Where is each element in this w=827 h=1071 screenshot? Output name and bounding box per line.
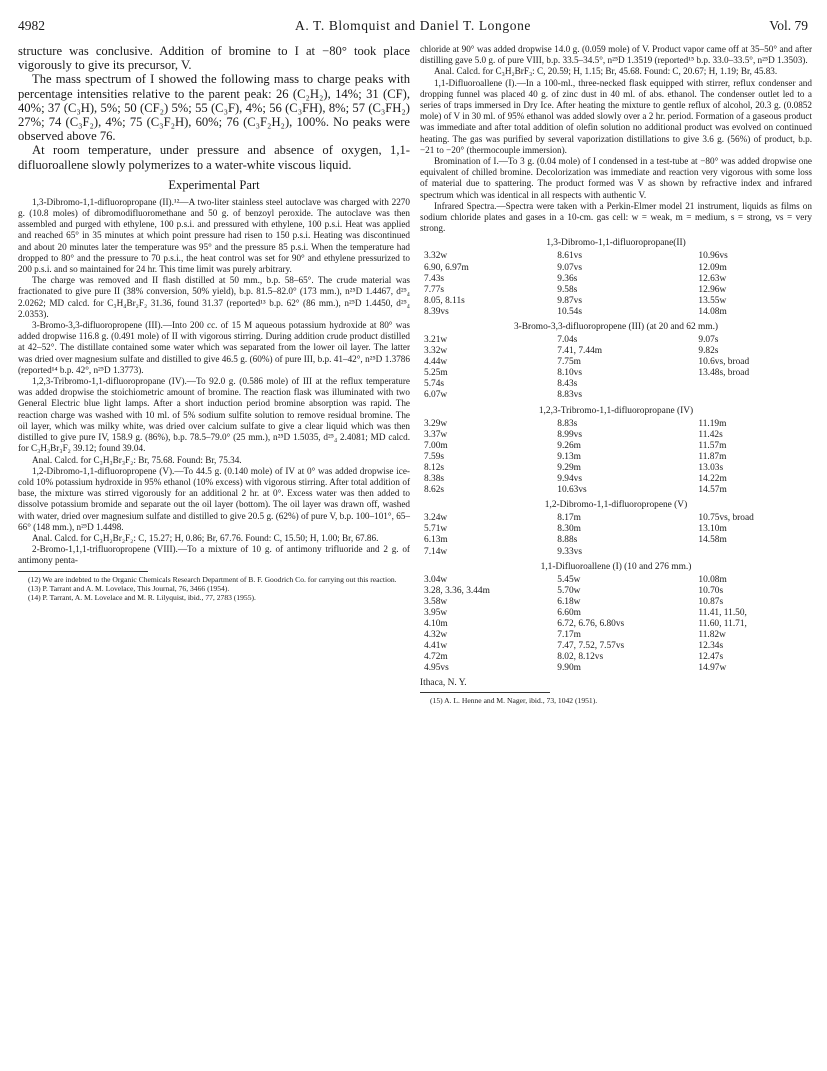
table-row [420,663,812,674]
table-row [420,535,812,546]
table-row [420,641,812,652]
absorption-band-cell: 7.59s [424,451,445,462]
table-row [420,485,812,496]
absorption-band-cell: 6.72, 6.76, 6.80vs [557,618,625,629]
experimental-paragraph: The charge was removed and II flash distilled at 50 mm., b.p. 58–65°. The crude material was fractionated to give pure II (38% conversion, 50% yield), b.p. 81.5–82.0° (173 mm.), n²⁵D 1.4467, d²⁵₄ 2.0262; MD calcd. for C₃H₄Br₂F₂ 31.36, found 31.37 (reported¹³ b.p. 62° (86 mm.), n²⁵D 1.4450, d²⁵₄ 2.0353). [18,275,410,319]
running-title: A. T. Blomquist and Daniel T. Longone [294,18,532,33]
absorption-band-cell: 3.95w [424,607,448,618]
absorption-band-cell: 14.08m [698,306,727,317]
absorption-band-cell: 10.54s [557,306,583,317]
absorption-band-cell: 8.83s [557,418,578,429]
absorption-band-cell: 13.03s [698,462,724,473]
absorption-band-cell: 14.58m [698,535,727,546]
absorption-band-cell: 3.32w [424,346,448,357]
absorption-band-cell: 8.10vs [557,368,583,379]
page-number: 4982 [18,18,45,33]
body-paragraph: The mass spectrum of I showed the following mass to charge peaks with percentage intensities relative to the parent peak: 26 (C₂H₂), 14%; 31 (CF), 40%; 37 (C₃H), 5%; 50 (CF₂) 5%; 55 (C₃F), 4%; 56 (C₃FH), 8%; 57 (C₃FH₂) 27%; 74 (C₃F₂), 4%; 75 (C₃F₂H), 60%; 76 (C₃F₂H₂), 100%. No peaks were observed above 76. [18,72,410,144]
table-row [420,597,812,608]
experimental-paragraph: Anal. Calcd. for C₃H₂BrF₃: C, 20.59; H, 1.15; Br, 45.68. Found: C, 20.67; H, 1.19; Br, 45.83. [434,66,778,77]
absorption-band-cell: 9.36s [557,273,578,284]
absorption-band-cell: 12.96w [698,284,727,295]
absorption-band-cell: 10.08m [698,574,727,585]
absorption-band-cell: 7.47, 7.52, 7.57vs [557,641,625,652]
experimental-paragraph: Bromination of I.—To 3 g. (0.04 mole) of I condensed in a test-tube at −80° was added dropwise one equivalent of chilled bromine. Decolorization was immediate and reaction very vigorous with some loss of material due to spattering. The product formed was V as shown by refractive index and infrared spectrum which was identical in all respects with authentic V. [420,156,812,200]
absorption-band-cell: 13.48s, broad [698,368,750,379]
absorption-band-cell: 3.58w [424,596,448,607]
spectrum-table [420,335,812,402]
absorption-band-cell: 14.57m [698,485,727,496]
spectrum-table [420,575,812,675]
experimental-paragraph: 1,1-Difluoroallene (I).—In a 100-ml., three-necked flask equipped with stirrer, reflux condenser and dropping funnel was placed 40 g. of zinc dust in 40 ml. of abs. ethanol. The condenser outlet led to a series of traps immersed in Dry Ice. After heating the mixture to gentle reflux of alcohol, 20.3 g. (0.0852 mole) of V in 30 ml. of 95% ethanol was added slowly over a 2 hr. period. Formation of a gaseous product was immediate and after total addition of olefin solution no additional product was evolved on continued heating. The gas was purified by several vaporization distillations to give 3.6 g. (56%) of product, b.p. −21 to −20° (thermocouple immersion). [420,77,812,155]
absorption-band-cell: 9.33vs [557,546,583,557]
absorption-band-cell: 3.37w [424,429,448,440]
absorption-band-cell: 6.60m [557,607,581,618]
absorption-band-cell [694,547,812,558]
footnote: (14) P. Tarrant, A. M. Lovelace and M. R. Lilyquist, ibid., 77, 2783 (1955). [28,593,256,603]
absorption-band-cell: 12.09m [698,262,727,273]
absorption-band-cell: 8.43s [557,379,578,390]
absorption-band-cell: 5.74s [424,379,445,390]
section-heading: Experimental Part [168,177,260,192]
absorption-band-cell: 13.10m [698,524,727,535]
experimental-paragraph: 1,2-Dibromo-1,1-difluoropropene (V).—To 44.5 g. (0.140 mole) of IV at 0° was added dropwise ice-cold 10% potassium hydroxide in 95% ethanol (10% excess) with vigorous stirring. After total addition of base, the mixture was stirred vigorously for an additional 2 hr. at 0°. Excess water was then added to dissolve potassium bromide and separate out the oil layer (bottom). The oil layer was drawn off, washed with water, dried over magnesium sulfate and distilled to give 20.5 g. (62%) of pure V, b.p. 100–101°, 65–66° (148 mm.), n²⁵D 1.4498. [18,465,410,532]
absorption-band-cell: 14.97w [698,663,727,674]
absorption-band-cell: 6.07w [424,390,448,401]
spectrum-table [420,513,812,557]
absorption-band-cell: 8.88s [557,535,578,546]
absorption-band-cell: 8.39vs [424,306,449,317]
table-row [420,307,812,318]
absorption-band-cell: 8.17m [557,513,581,524]
absorption-band-cell: 3.32w [424,251,448,262]
table-row [420,263,812,274]
table-row [420,463,812,474]
absorption-band-cell: 8.83vs [557,390,583,401]
footnote-divider [18,571,148,572]
absorption-band-cell: 3.28, 3.36, 3.44m [424,585,490,596]
spectrum-table-title: 1,1-Difluoroallene (I) (10 and 276 mm.) [540,561,692,572]
location-signature: Ithaca, N. Y. [420,678,467,689]
table-row [420,357,812,368]
absorption-band-cell: 4.95vs [424,663,449,674]
absorption-band-cell: 13.55w [698,295,727,306]
spectrum-table [420,419,812,497]
absorption-band-cell: 6.90, 6.97m [424,262,469,273]
experimental-paragraph: Anal. Calcd. for C₃H₃Br₃F₂: Br, 75.68. Found: Br, 75.34. [32,454,242,465]
table-row [420,474,812,485]
absorption-band-cell: 5.45w [557,574,581,585]
absorption-band-cell: 12.47s [698,652,724,663]
table-row [420,547,812,558]
absorption-band-cell: 9.26m [557,440,581,451]
volume-label: Vol. 79 [769,18,808,33]
absorption-band-cell: 9.58s [557,284,578,295]
right-column [420,44,812,706]
absorption-band-cell: 3.29w [424,418,448,429]
absorption-band-cell: 11.41, 11.50, [698,607,747,618]
absorption-band-cell: 10.87s [698,596,724,607]
footnote: (12) We are indebted to the Organic Chemicals Research Department of B. F. Goodrich Co. for carrying out this reaction. [28,574,397,584]
absorption-band-cell: 7.41, 7.44m [557,346,603,357]
table-row [420,575,812,586]
absorption-band-cell: 9.13m [557,451,581,462]
table-row [420,379,812,390]
absorption-band-cell: 7.77s [424,284,445,295]
absorption-band-cell: 8.05, 8.11s [424,295,465,306]
absorption-band-cell: 4.32w [424,630,448,641]
absorption-band-cell: 4.44w [424,357,448,368]
table-row [420,452,812,463]
absorption-band-cell: 7.17m [557,630,581,641]
absorption-band-cell: 8.30m [557,524,581,535]
absorption-band-cell: 4.10m [424,618,448,629]
table-row [420,285,812,296]
absorption-band-cell: 10.96vs [698,251,728,262]
body-paragraph: At room temperature, under pressure and absence of oxygen, 1,1-difluoroallene slowly polymerizes to a water-white viscous liquid. [18,143,410,172]
running-header [18,18,808,36]
spectrum-table-title: 1,2-Dibromo-1,1-difluoropropene (V) [544,500,688,511]
absorption-band-cell: 7.43s [424,273,445,284]
absorption-band-cell: 8.38s [424,474,445,485]
spectrum-table [420,251,812,318]
absorption-band-cell: 9.87vs [557,295,583,306]
absorption-band-cell: 3.04w [424,574,448,585]
absorption-band-cell: 10.70s [698,585,724,596]
absorption-band-cell: 5.70w [557,585,581,596]
table-row [420,630,812,641]
absorption-band-cell: 7.75m [557,357,581,368]
absorption-band-cell: 9.90m [557,663,581,674]
absorption-band-cell: 11.87m [698,451,727,462]
absorption-band-cell: 7.04s [557,335,578,346]
absorption-band-cell: 11.60, 11.71, [698,618,747,629]
absorption-band-cell: 8.12s [424,462,445,473]
table-row [420,608,812,619]
spectrum-table-title: 1,2,3-Tribromo-1,1-difluoropropane (IV) [538,405,694,416]
table-row [420,390,812,401]
absorption-band-cell: 11.19m [698,418,727,429]
table-row [420,586,812,597]
absorption-band-cell: 3.24w [424,513,448,524]
experimental-paragraph: 2-Bromo-1,1,1-trifluoropropene (VIII).—To a mixture of 10 g. of antimony trifluoride and 2 g. of antimony penta- [18,544,410,566]
absorption-band-cell: 9.94vs [557,474,583,485]
experimental-paragraph: 3-Bromo-3,3-difluoropropene (III).—Into 200 cc. of 15 M aqueous potassium hydroxide at 80° was added dropwise 116.8 g. (0.491 mole) of II with vigorous stirring. During addition crude product distilled at 42–52°. The distillate contained some water which was separated from the lower oil layer. The latter was dried over magnesium sulfate and distilled to give 46.5 g. (60%) of pure III, b.p. 41–42°, n²⁵D 1.3786 (reported¹⁴ b.p. 42°, n²⁵D 1.3773). [18,320,410,375]
absorption-band-cell: 7.14w [424,546,448,557]
absorption-band-cell: 7.00m [424,440,448,451]
table-row [420,368,812,379]
absorption-band-cell: 9.82s [698,346,719,357]
absorption-band-cell [694,379,812,390]
body-paragraph: structure was conclusive. Addition of bromine to I at −80° took place vigorously to give its precursor, V. [18,44,410,73]
absorption-band-cell: 14.22m [698,474,727,485]
table-row [420,524,812,535]
absorption-band-cell: 10.6vs, broad [698,357,750,368]
absorption-band-cell: 10.75vs, broad [698,513,754,524]
absorption-band-cell: 10.63vs [557,485,587,496]
footnote-divider [420,692,550,693]
table-row [420,619,812,630]
absorption-band-cell: 6.13m [424,535,448,546]
table-row [420,251,812,262]
absorption-band-cell: 8.62s [424,485,445,496]
experimental-paragraph: 1,2,3-Tribromo-1,1-difluoropropane (IV).—To 92.0 g. (0.586 mole) of III at the reflux temperature was added dropwise the stoichiometric amount of bromine. The reaction flask was illuminated with two General Electric blue light lamps. After a short induction period bromine absorption was rapid. The reaction charge was washed with 10 ml. of 5% sodium sulfite solution to remove residual bromine. The oil layer, which was milky white, was dried over calcium sulfate to give a clear liquid which was then distilled to give pure IV, 158.9 g. (86%), b.p. 78.5–79.0° (25 mm.), n²⁵D 1.5035, d²⁵₄ 2.4081; MD calcd. for C₃H₃Br₃F₂ 39.12; found 39.04. [18,376,410,454]
absorption-band-cell [694,390,812,401]
table-row [420,296,812,307]
absorption-band-cell: 8.02, 8.12vs [557,652,604,663]
absorption-band-cell: 12.63w [698,273,727,284]
absorption-band-cell: 8.61vs [557,251,583,262]
spectrum-table-title: 1,3-Dibromo-1,1-difluoropropane(II) [546,238,686,249]
absorption-band-cell: 12.34s [698,641,724,652]
absorption-band-cell: 4.72m [424,652,448,663]
experimental-paragraph: Anal. Calcd. for C₃H₂Br₂F₂: C, 15.27; H, 0.86; Br, 67.76. Found: C, 15.50; H, 1.00; Br, 67.86. [32,532,379,543]
table-row [420,335,812,346]
footnote: (15) A. L. Henne and M. Nager, ibid., 73, 1042 (1951). [430,696,598,706]
absorption-band-cell: 5.71w [424,524,448,535]
table-row [420,430,812,441]
absorption-band-cell: 8.99vs [557,429,583,440]
table-row [420,652,812,663]
absorption-band-cell: 6.18w [557,596,581,607]
absorption-band-cell: 9.07s [698,335,719,346]
absorption-band-cell: 9.07vs [557,262,583,273]
table-row [420,274,812,285]
absorption-band-cell: 9.29m [557,462,581,473]
absorption-band-cell: 5.25m [424,368,448,379]
table-row [420,346,812,357]
table-row [420,513,812,524]
experimental-paragraph: 1,3-Dibromo-1,1-difluoropropane (II).¹²—A two-liter stainless steel autoclave was charged with 2270 g. (10.8 moles) of dibromodifluoromethane and 50 g. of benzoyl peroxide. The autoclave was then assembled and purged with ethylene, 100 p.s.i. and pressured with ethylene, 100 p.s.i. Heat was applied and reached 65° in 35 minutes at which point pressure had risen to 150 p.s.i. Heating was discontinued and about 20 minutes later the temperature was 95° and the pressure 85 p.s.i. When the temperature had dropped to 80° and the pressure to 70 p.s.i., the heat control was set for 90° and ethylene pressurized to 200 p.s.i. and so maintained for 24 hr. This time limit was purely arbitrary. [18,196,410,275]
absorption-band-cell: 11.57m [698,440,727,451]
absorption-band-cell: 3.21w [424,335,448,346]
table-row [420,441,812,452]
infrared-spectra-tables [420,238,812,674]
experimental-paragraph: Infrared Spectra.—Spectra were taken with a Perkin-Elmer model 21 instrument, liquids as films on sodium chloride plates and gases in a 10-cm. gas cell: w = weak, m = medium, s = strong, vs = very strong. [420,200,812,234]
absorption-band-cell: 11.42s [698,429,723,440]
absorption-band-cell: 11.82w [698,630,726,641]
experimental-paragraph: chloride at 90° was added dropwise 14.0 g. (0.059 mole) of V. Product vapor came off at 35–50° and after distilling gave 5.0 g. of pure VIII, b.p. 33.5–34.5°, n²⁵D 1.3519 (reported¹⁵ b.p. 33.0–33.5°, n²⁵D 1.3503). [420,44,812,66]
table-row [420,419,812,430]
footnote: (13) P. Tarrant and A. M. Lovelace, This Journal, 76, 3466 (1954). [28,583,230,593]
left-column [18,44,410,603]
spectrum-table-title: 3-Bromo-3,3-difluoropropene (III) (at 20 and 62 mm.) [513,322,719,333]
absorption-band-cell: 4.41w [424,641,448,652]
